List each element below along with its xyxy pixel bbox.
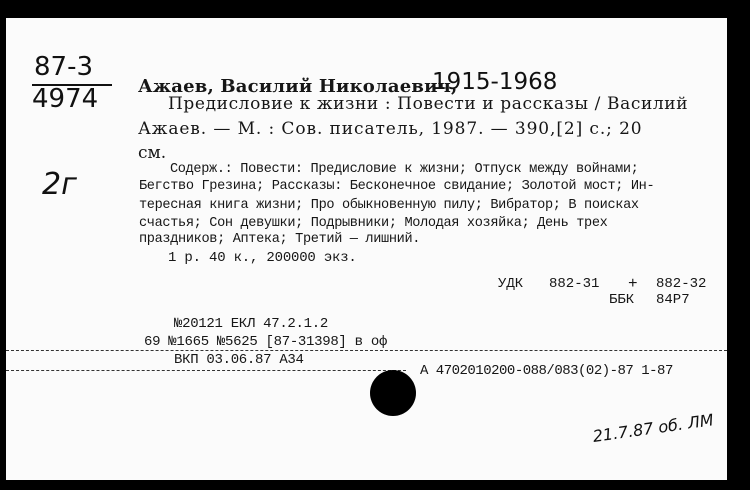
price-line: 1 р. 40 к., 200000 экз. (168, 250, 357, 266)
record-line-3: ВКП 03.06.87 А34 (174, 352, 304, 368)
isbn-code: А 4702010200-088/083(02)-87 1-87 (420, 363, 673, 379)
bbk-value: 84Р7 (656, 292, 690, 308)
udk-value-2: 882-32 (656, 276, 707, 292)
contents-line-1: Содерж.: Повести: Предисловие к жизни; Отпуск между войнами; (170, 162, 639, 177)
contents-line-4: счастья; Сон девушки; Подрывники; Молодая хозяйка; День трех (139, 216, 608, 231)
title-line-3: см. (138, 143, 167, 163)
call-number-bottom: 4974 (32, 84, 99, 114)
contents-line-5: праздников; Аптека; Третий — лишний. (139, 232, 421, 247)
title-line-1: Предисловие к жизни : Повести и рассказы / Василий (168, 94, 689, 114)
divider-dashed-2 (6, 370, 406, 371)
udk-value: 882-31 (549, 276, 600, 292)
author-heading: Ажаев, Василий Николаевич, (138, 76, 458, 97)
punch-hole (370, 370, 416, 416)
contents-line-2: Бегство Грезина; Рассказы: Бесконечное свидание; Золотой мост; Ин- (139, 179, 655, 194)
contents-line-3: тересная книга жизни; Про обыкновенную пилу; Вибратор; В поисках (139, 198, 639, 213)
catalog-card (6, 18, 727, 480)
udk-label: УДК (498, 276, 524, 292)
divider-dashed-1 (6, 350, 727, 351)
call-number-top: 87-3 (34, 52, 94, 82)
handwritten-signature: 21.7.87 об. ЛМ (591, 410, 715, 446)
record-line-1: №20121 ЕКЛ 47.2.1.2 (174, 316, 328, 332)
author-dates: 1915-1968 (432, 69, 558, 95)
bbk-label: ББК (609, 292, 635, 308)
udk-plus: + (628, 275, 638, 293)
title-line-2: Ажаев. — М. : Сов. писатель, 1987. — 390,[2] с.; 20 (138, 119, 643, 139)
record-line-2: 69 №1665 №5625 [87-31398] в оф (144, 334, 388, 350)
margin-note: 2г (42, 167, 77, 202)
